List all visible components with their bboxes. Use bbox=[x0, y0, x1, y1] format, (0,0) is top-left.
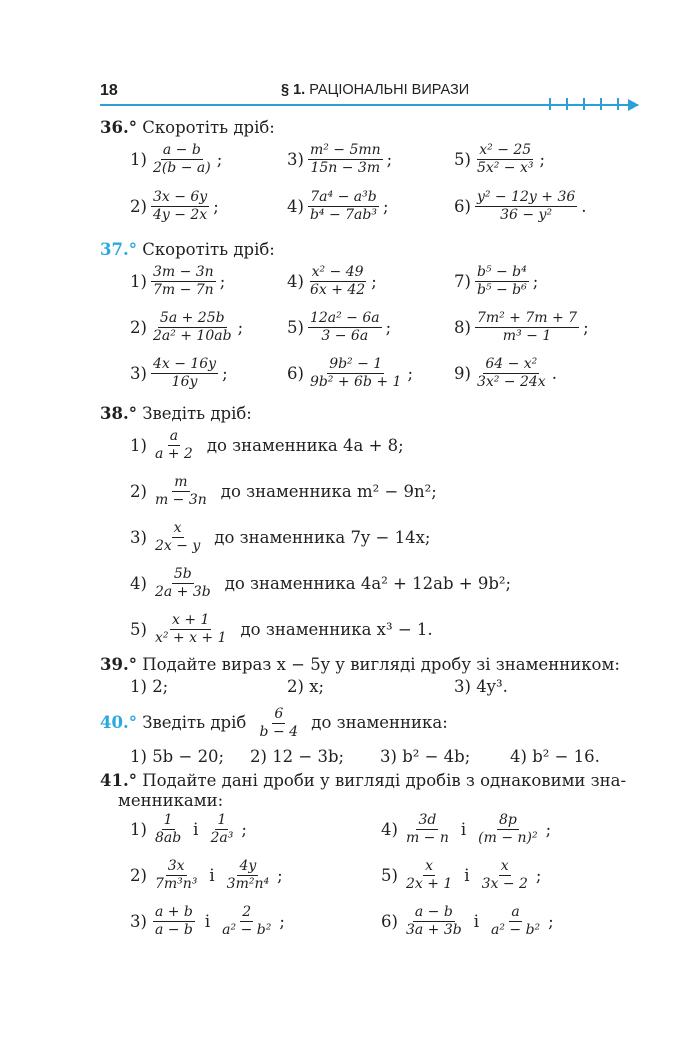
item-end: ; bbox=[386, 150, 393, 169]
problem-38-item bbox=[130, 474, 437, 509]
fraction-denominator: 2x + 1 bbox=[405, 876, 453, 892]
item-label: 4) bbox=[381, 820, 398, 839]
problem-statement: Скоротіть дріб: bbox=[142, 240, 275, 259]
problem-37-item bbox=[287, 264, 377, 299]
item-value: 12 − 3b; bbox=[272, 747, 345, 766]
fraction-denominator: 4y − 2x bbox=[152, 207, 208, 223]
problem-39-option bbox=[130, 677, 168, 696]
problem-41-item bbox=[130, 812, 247, 847]
fraction-numerator: 5a + 25b bbox=[159, 310, 225, 326]
problem-number: 36.° bbox=[100, 118, 137, 137]
item-label: 1) bbox=[130, 747, 153, 766]
item-end: ; bbox=[385, 318, 392, 337]
problem-37-item bbox=[454, 310, 589, 345]
fraction bbox=[153, 520, 202, 555]
item-label: 2) bbox=[130, 197, 147, 216]
fraction-numerator: 4x − 16y bbox=[152, 356, 217, 372]
conjunction: і bbox=[464, 866, 470, 885]
problem-statement: Подайте дані дроби у вигляді дробів з однаковими зна- bbox=[142, 771, 627, 790]
fraction-denominator: 2a² + 10ab bbox=[152, 328, 232, 344]
fraction-denominator: 7m − 7n bbox=[152, 282, 214, 298]
item-value: 2; bbox=[152, 677, 169, 696]
problem-statement: Скоротіть дріб: bbox=[142, 118, 275, 137]
problem-statement: Подайте вираз x − 5y у вигляді дробу зі знаменником: bbox=[142, 655, 620, 674]
item-label: 9) bbox=[454, 364, 471, 383]
item-end: ; bbox=[548, 912, 554, 931]
fraction-numerator: x + 1 bbox=[172, 612, 210, 628]
problem-41-item bbox=[130, 858, 283, 893]
fraction-denominator: 7m³n³ bbox=[154, 876, 198, 892]
fraction-denominator: 6x + 42 bbox=[309, 282, 366, 298]
fraction-numerator: 12a² − 6a bbox=[309, 310, 380, 326]
fraction bbox=[153, 858, 199, 893]
problem-number: 38.° bbox=[100, 404, 137, 423]
item-end: ; bbox=[216, 150, 223, 169]
fraction-denominator: 16y bbox=[171, 374, 198, 390]
fraction-denominator: m − 3n bbox=[154, 492, 207, 508]
item-end: ; bbox=[222, 364, 228, 383]
fraction bbox=[208, 812, 235, 847]
item-end: . bbox=[581, 197, 587, 216]
item-label: 1) bbox=[130, 150, 147, 169]
problem-number: 40.° bbox=[100, 713, 137, 732]
problem-40-option bbox=[130, 747, 224, 766]
item-label: 7) bbox=[454, 272, 471, 291]
fraction-denominator: 36 − y² bbox=[500, 207, 553, 223]
fraction-numerator: m² − 5mn bbox=[309, 142, 381, 158]
conjunction: і bbox=[473, 912, 479, 931]
item-label: 5) bbox=[287, 318, 304, 337]
fraction-denominator: 2x − y bbox=[154, 538, 201, 554]
item-label: 1) bbox=[130, 436, 147, 455]
problem-38-item bbox=[130, 428, 404, 463]
item-label: 2) bbox=[130, 318, 147, 337]
problem-40-option bbox=[250, 747, 344, 766]
arrow-right-icon bbox=[628, 99, 639, 111]
fraction-numerator: m bbox=[174, 474, 188, 490]
problem-41-item bbox=[381, 812, 551, 847]
item-label: 8) bbox=[454, 318, 471, 337]
fraction-numerator: 1 bbox=[163, 812, 173, 828]
fraction bbox=[475, 310, 579, 345]
fraction-denominator: b⁵ − b⁶ bbox=[476, 282, 527, 298]
fraction bbox=[404, 812, 451, 847]
fraction bbox=[225, 858, 271, 893]
item-label: 2) bbox=[287, 677, 310, 696]
header-rule bbox=[100, 104, 638, 106]
item-end: ; bbox=[407, 364, 414, 383]
item-label: 3) bbox=[380, 747, 403, 766]
fraction bbox=[308, 142, 383, 177]
item-value: 5b − 20; bbox=[152, 747, 225, 766]
item-end: ; bbox=[382, 197, 389, 216]
item-label: 3) bbox=[130, 364, 147, 383]
item-end: ; bbox=[532, 272, 539, 291]
fraction-denominator: 2(b − a) bbox=[152, 160, 211, 176]
fraction-denominator: 3 − 6a bbox=[321, 328, 369, 344]
fraction-numerator: 9b² − 1 bbox=[329, 356, 383, 372]
fraction bbox=[308, 356, 404, 391]
problem-36-item bbox=[287, 189, 389, 224]
item-label: 4) bbox=[130, 574, 147, 593]
item-end: ; bbox=[213, 197, 219, 216]
item-label: 3) bbox=[130, 528, 147, 547]
problem-37-item bbox=[454, 264, 538, 299]
item-text: до знаменника 4a² + 12ab + 9b²; bbox=[224, 574, 512, 593]
fraction-denominator: a² − b² bbox=[222, 922, 272, 938]
problem-36-item bbox=[130, 142, 222, 177]
problem-38-item bbox=[130, 566, 511, 601]
item-end: ; bbox=[539, 150, 546, 169]
item-label: 3) bbox=[130, 912, 147, 931]
fraction bbox=[151, 142, 213, 177]
item-value: b² − 4b; bbox=[402, 747, 471, 766]
item-label: 5) bbox=[381, 866, 398, 885]
item-value: x; bbox=[309, 677, 325, 696]
fraction bbox=[153, 474, 209, 509]
fraction bbox=[153, 904, 195, 939]
fraction-denominator: a + 2 bbox=[154, 446, 193, 462]
fraction bbox=[220, 904, 273, 939]
problem-36-item bbox=[287, 142, 392, 177]
item-label: 4) bbox=[287, 272, 304, 291]
item-label: 3) bbox=[287, 150, 304, 169]
fraction-numerator: 3x − 6y bbox=[152, 189, 208, 205]
fraction-numerator: x bbox=[173, 520, 182, 536]
ruler-tick bbox=[549, 98, 551, 110]
fraction-denominator: b⁴ − 7ab³ bbox=[309, 207, 377, 223]
fraction-numerator: 2 bbox=[242, 904, 252, 920]
fraction-denominator: 15n − 3m bbox=[310, 160, 381, 176]
fraction-numerator: 3m − 3n bbox=[152, 264, 214, 280]
fraction-numerator: 8p bbox=[498, 812, 517, 828]
problem-38-item bbox=[130, 612, 433, 647]
problem-41-heading bbox=[100, 771, 626, 790]
item-value: b² − 16. bbox=[532, 747, 600, 766]
problem-37-item bbox=[287, 356, 413, 391]
item-end: . bbox=[551, 364, 557, 383]
fraction-numerator: 7m² + 7m + 7 bbox=[476, 310, 578, 326]
fraction-denominator: m − n bbox=[405, 830, 449, 846]
item-label: 6) bbox=[454, 197, 471, 216]
problem-37-item bbox=[130, 310, 243, 345]
fraction bbox=[308, 310, 382, 345]
problem-41-item bbox=[381, 904, 554, 939]
fraction bbox=[404, 858, 454, 893]
item-label: 2) bbox=[130, 866, 147, 885]
fraction bbox=[153, 812, 183, 847]
problem-number: 41.° bbox=[100, 771, 137, 790]
fraction-numerator: 6 bbox=[274, 706, 284, 722]
fraction-numerator: x bbox=[500, 858, 509, 874]
fraction-numerator: y² − 12y + 36 bbox=[476, 189, 576, 205]
fraction-denominator: 8ab bbox=[154, 830, 182, 846]
problem-40-option bbox=[510, 747, 600, 766]
fraction bbox=[475, 264, 529, 299]
fraction-denominator: 2a³ bbox=[210, 830, 234, 846]
conjunction: і bbox=[460, 820, 467, 839]
fraction bbox=[151, 264, 216, 299]
item-label: 3) bbox=[454, 677, 477, 696]
fraction bbox=[480, 858, 530, 893]
fraction bbox=[489, 904, 542, 939]
fraction bbox=[308, 189, 379, 224]
fraction bbox=[151, 189, 209, 224]
ruler-tick bbox=[583, 98, 585, 110]
problem-36-item bbox=[454, 142, 545, 177]
item-end: ; bbox=[277, 866, 283, 885]
fraction-numerator: a − b bbox=[414, 904, 453, 920]
fraction-denominator: 3x − 2 bbox=[481, 876, 528, 892]
fraction bbox=[153, 566, 213, 601]
item-end: ; bbox=[371, 272, 377, 291]
item-text: до знаменника 7y − 14x; bbox=[214, 528, 431, 547]
problem-39-heading bbox=[100, 655, 620, 674]
fraction bbox=[308, 264, 367, 299]
problem-41-item bbox=[381, 858, 541, 893]
fraction bbox=[153, 612, 229, 647]
item-end: ; bbox=[545, 820, 552, 839]
item-label: 4) bbox=[287, 197, 304, 216]
fraction-denominator: 3x² − 24x bbox=[476, 374, 546, 390]
fraction-numerator: a − b bbox=[162, 142, 201, 158]
fraction-numerator: x bbox=[425, 858, 434, 874]
item-text: до знаменника 4a + 8; bbox=[206, 436, 404, 455]
item-label: 6) bbox=[381, 912, 398, 931]
fraction-numerator: x² − 49 bbox=[311, 264, 364, 280]
item-end: ; bbox=[583, 318, 589, 337]
item-label: 2) bbox=[130, 482, 147, 501]
fraction-denominator: 3m²n⁴ bbox=[226, 876, 270, 892]
fraction bbox=[475, 356, 548, 391]
ruler-tick bbox=[600, 98, 602, 110]
problem-39-option bbox=[454, 677, 508, 696]
item-end: ; bbox=[219, 272, 226, 291]
ruler-tick bbox=[617, 98, 619, 110]
section-number: § 1. bbox=[281, 82, 306, 98]
fraction-numerator: b⁵ − b⁴ bbox=[476, 264, 527, 280]
problem-statement: Зведіть дріб bbox=[142, 713, 247, 732]
problem-39-option bbox=[287, 677, 324, 696]
item-end: ; bbox=[241, 820, 247, 839]
fraction bbox=[475, 142, 536, 177]
fraction bbox=[151, 356, 218, 391]
fraction-numerator: a + b bbox=[154, 904, 193, 920]
fraction bbox=[404, 904, 464, 939]
fraction-denominator: a² − b² bbox=[490, 922, 541, 938]
section-name: РАЦІОНАЛЬНІ ВИРАЗИ bbox=[309, 82, 470, 98]
problem-36-item bbox=[454, 189, 587, 224]
item-end: ; bbox=[279, 912, 285, 931]
problem-number: 39.° bbox=[100, 655, 137, 674]
item-label: 5) bbox=[130, 620, 147, 639]
item-label: 1) bbox=[130, 272, 147, 291]
problem-37-item bbox=[454, 356, 557, 391]
fraction-denominator: m³ − 1 bbox=[502, 328, 552, 344]
fraction-numerator: 4y bbox=[239, 858, 257, 874]
item-label: 2) bbox=[250, 747, 273, 766]
fraction-numerator: 1 bbox=[217, 812, 227, 828]
problem-41-statement-cont: менниками: bbox=[118, 791, 224, 810]
fraction-denominator: x² + x + 1 bbox=[154, 630, 227, 646]
problem-38-heading bbox=[100, 404, 252, 423]
conjunction: і bbox=[204, 912, 211, 931]
item-label: 6) bbox=[287, 364, 304, 383]
fraction-numerator: 7a⁴ − a³b bbox=[310, 189, 377, 205]
problem-41-item bbox=[130, 904, 285, 939]
fraction-denominator: 9b² + 6b + 1 bbox=[309, 374, 402, 390]
item-label: 1) bbox=[130, 820, 147, 839]
ruler-tick bbox=[566, 98, 568, 110]
problem-37-item bbox=[130, 264, 225, 299]
item-end: ; bbox=[535, 866, 542, 885]
fraction-numerator: 3x bbox=[167, 858, 185, 874]
problem-37-item bbox=[130, 356, 228, 391]
problem-statement: Зведіть дріб: bbox=[142, 404, 252, 423]
fraction-denominator: 5x² − x³ bbox=[476, 160, 534, 176]
fraction-numerator: x² − 25 bbox=[479, 142, 532, 158]
page-number: 18 bbox=[100, 82, 118, 99]
problem-40-heading bbox=[100, 706, 448, 741]
problem-36-heading bbox=[100, 118, 275, 137]
item-label: 5) bbox=[454, 150, 471, 169]
item-text: до знаменника x³ − 1. bbox=[240, 620, 433, 639]
fraction bbox=[476, 812, 539, 847]
item-label: 1) bbox=[130, 677, 153, 696]
problem-37-heading bbox=[100, 240, 275, 259]
fraction-denominator: (m − n)² bbox=[478, 830, 538, 846]
fraction bbox=[258, 706, 301, 741]
fraction-denominator: 3a + 3b bbox=[405, 922, 462, 938]
problem-40-option bbox=[380, 747, 470, 766]
fraction-numerator: 3d bbox=[418, 812, 437, 828]
conjunction: і bbox=[209, 866, 215, 885]
problem-38-item bbox=[130, 520, 430, 555]
fraction bbox=[151, 310, 234, 345]
fraction bbox=[153, 428, 195, 463]
item-value: 4y³. bbox=[476, 677, 508, 696]
fraction-denominator: 2a + 3b bbox=[154, 584, 211, 600]
conjunction: і bbox=[193, 820, 199, 839]
section-title bbox=[281, 82, 469, 98]
fraction-denominator: a − b bbox=[154, 922, 193, 938]
problem-statement-end: до знаменника: bbox=[311, 713, 448, 732]
fraction-numerator: 64 − x² bbox=[485, 356, 538, 372]
fraction-numerator: a bbox=[169, 428, 179, 444]
fraction-denominator: b − 4 bbox=[259, 724, 299, 740]
fraction-numerator: 5b bbox=[173, 566, 192, 582]
fraction bbox=[475, 189, 577, 224]
problem-37-item bbox=[287, 310, 391, 345]
item-label: 4) bbox=[510, 747, 533, 766]
fraction-numerator: a bbox=[511, 904, 520, 920]
item-end: ; bbox=[237, 318, 244, 337]
problem-36-item bbox=[130, 189, 219, 224]
problem-number: 37.° bbox=[100, 240, 137, 259]
item-text: до знаменника m² − 9n²; bbox=[220, 482, 437, 501]
